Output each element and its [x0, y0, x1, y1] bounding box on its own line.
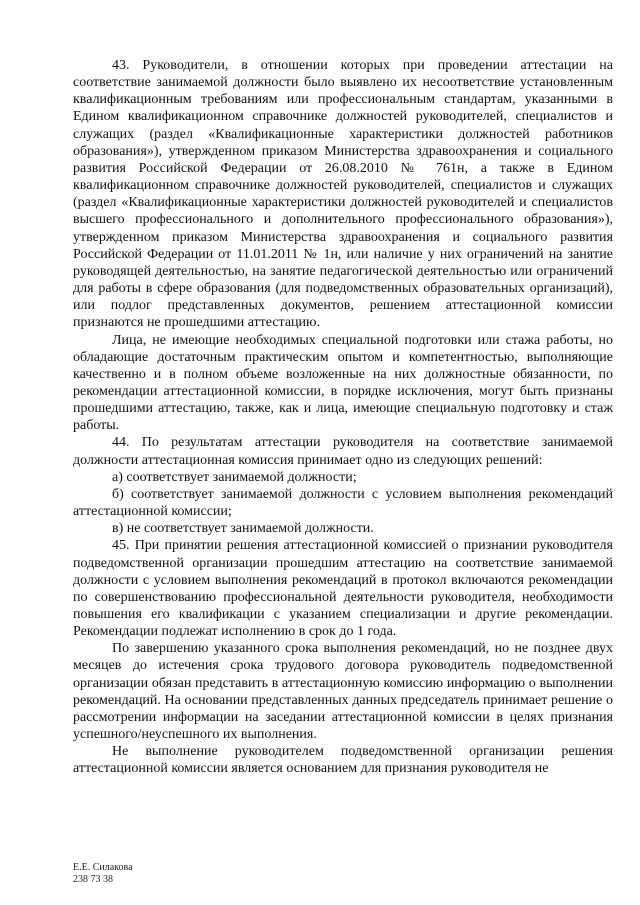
decision-option-c: в) не соответствует занимаемой должности.: [112, 521, 374, 537]
decision-option-b: б) соответствует занимаемой должности с условием выполнения рекомендаций аттестационной комиссии;: [73, 486, 613, 520]
document-body: [73, 57, 613, 778]
decision-option-a: а) соответствует занимаемой должности;: [112, 469, 357, 485]
page-footer: [73, 862, 133, 886]
footer-phone: 238 73 38: [73, 874, 113, 885]
paragraph-exception-persons: Лица, не имеющие необходимых специальной подготовки или стажа работы, но обладающие достаточным практическим опытом и компетентностью, выполняющие качественно и в полном объеме возложенные на них должностные обязанности, по рекомендации аттестационной комиссии, в порядке исключения, могут быть признаны прошедшими аттестацию, также, как и лица, имеющие специальную подготовку и стаж работы.: [73, 332, 613, 434]
paragraph-45: 45. При принятии решения аттестационной комиссией о признании руководителя подведомственной организации прошедшим аттестацию на соответствие занимаемой должности с условием выполнения рекомендаций в протокол включаются рекомендации по совершенствованию профессиональной деятельности руководителя, необходимости повышения его квалификации с указанием специализации и другие рекомендации. Рекомендации подлежат исполнению в срок до 1 года.: [73, 538, 613, 640]
footer-author: Е.Е. Силакова: [73, 862, 133, 873]
paragraph-non-fulfillment: Не выполнение руководителем подведомственной организации решения аттестационной комиссии является основанием для признания руководителя не: [73, 744, 613, 777]
paragraph-recommendation-deadline: По завершению указанного срока выполнения рекомендаций, но не позднее двух месяцев до истечения срока трудового договора руководитель подведомственной организации обязан представить в аттестационную комиссию информацию о выполнении рекомендаций. На основании представленных данных председатель принимает решение о рассмотрении информации на заседании аттестационной комиссии в целях признания успешного/неуспешного их выполнения.: [73, 641, 613, 743]
paragraph-43: 43. Руководители, в отношении которых при проведении аттестации на соответствие занимаемой должности было выявлено их несоответствие установленным квалификационным требованиям или профессиональным стандартам, указанными в Едином квалификационном справочнике должностей руководителей, специалистов и служащих (раздел «Квалификационные характеристики должностей работников образования»), утвержденном приказом Министерства здравоохранения и социального развития Российской Федерации от 26.08.2010 № 761н, а также в Едином квалификационном справочнике должностей руководителей, специалистов и служащих (раздел «Квалификационные характеристики должностей руководителей и специалистов высшего профессионального и дополнительного профессионального образования»), утвержденном приказом Министерства здравоохранения и социального развития Российской Федерации от 11.01.2011 № 1н, или наличие у них ограничений на занятие руководящей деятельностью, на занятие педагогической деятельностью или ограничений для работы в сфере образования (для подведомственных образовательных организаций), или подлог представленных документов, решением аттестационной комиссии признаются не прошедшими аттестацию.: [73, 58, 613, 331]
paragraph-44: 44. По результатам аттестации руководителя на соответствие занимаемой должности аттестационная комиссия принимает одно из следующих решений:: [73, 435, 613, 468]
